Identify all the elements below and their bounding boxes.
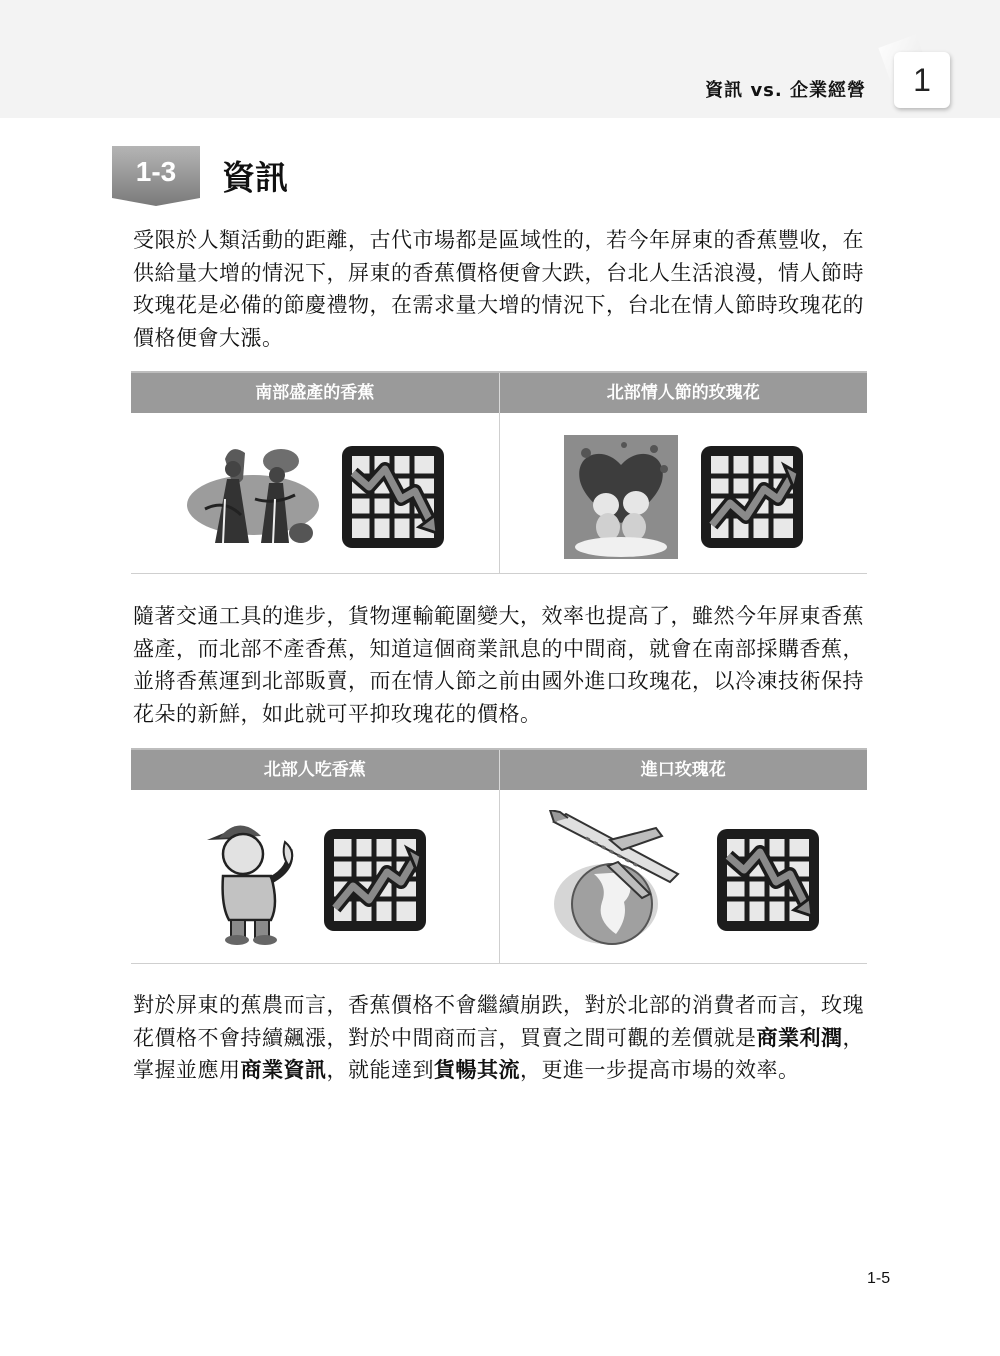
boy-eating-banana-icon [201, 816, 301, 946]
paragraph-3-part-d: ，就能達到 [326, 1058, 434, 1082]
comparison-panel-1 [131, 371, 867, 574]
price-up-chart-icon [698, 443, 806, 551]
airplane-globe-icon [546, 810, 692, 946]
panel-1-right-title: 北部情人節的玫瑰花 [499, 373, 868, 413]
panel-2-left-cell [131, 790, 499, 963]
panel-1-left-title: 南部盛產的香蕉 [255, 383, 375, 403]
running-title: 資訊 vs. 企業經營 [705, 80, 866, 101]
panel-2-right-cell [499, 790, 868, 963]
panel-2-left-title: 北部人吃香蕉 [263, 760, 366, 780]
panel-2-right-title: 進口玫瑰花 [499, 750, 868, 790]
paragraph-3-part-a: 對於屏東的蕉農而言，香蕉價格不會繼續崩跌，對於北部的消費者而言，玫瑰花價格不會持續飆漲，對於中間商而言，買賣之間可觀的差價就是 [133, 993, 864, 1050]
panel-1-left-cell [131, 413, 499, 573]
banana-farmers-icon [185, 439, 321, 553]
paragraph-3-part-c: ，掌握並應用 [133, 1025, 864, 1082]
comparison-panel-2 [131, 748, 867, 964]
chapter-tab: 1 [894, 52, 950, 108]
price-up-chart-icon-2 [321, 826, 429, 934]
paragraph-2: 隨著交通工具的進步，貨物運輸範圍變大，效率也提高了，雖然今年屏東香蕉盛產，而北部不產香蕉，知道這個商業訊息的中間商，就會在南部採購香蕉，並將香蕉運到北部販賣，而在情人節之前由國外進口玫瑰花，以冷凍技術保持花朵的新鮮，如此就可平抑玫瑰花的價格。 [133, 604, 864, 726]
paragraph-1: 受限於人類活動的距離，古代市場都是區域性的，若今年屏東的香蕉豐收，在供給量大增的情況下，屏東的香蕉價格便會大跌，台北人生活浪漫，情人節時玫瑰花是必備的節慶禮物，在需求量大增的情況下，台北在情人節時玫瑰花的價格便會大漲。 [133, 228, 864, 350]
panel-1-right-cell [499, 413, 868, 573]
term-business-profit: 商業利潤 [756, 1025, 843, 1050]
section-title: 資訊 [222, 158, 288, 197]
valentine-couple-icon [564, 435, 678, 559]
page-number: 1-5 [867, 1270, 891, 1287]
term-business-information: 商業資訊 [240, 1058, 327, 1082]
price-down-chart-icon-2 [714, 826, 822, 934]
paragraph-3-part-e: ，更進一步提高市場的效率。 [520, 1058, 800, 1082]
paragraph-3 [133, 989, 873, 1087]
price-down-chart-icon [339, 443, 447, 551]
section-number: 1-3 [135, 156, 177, 187]
term-goods-flow: 貨暢其流 [434, 1058, 520, 1082]
